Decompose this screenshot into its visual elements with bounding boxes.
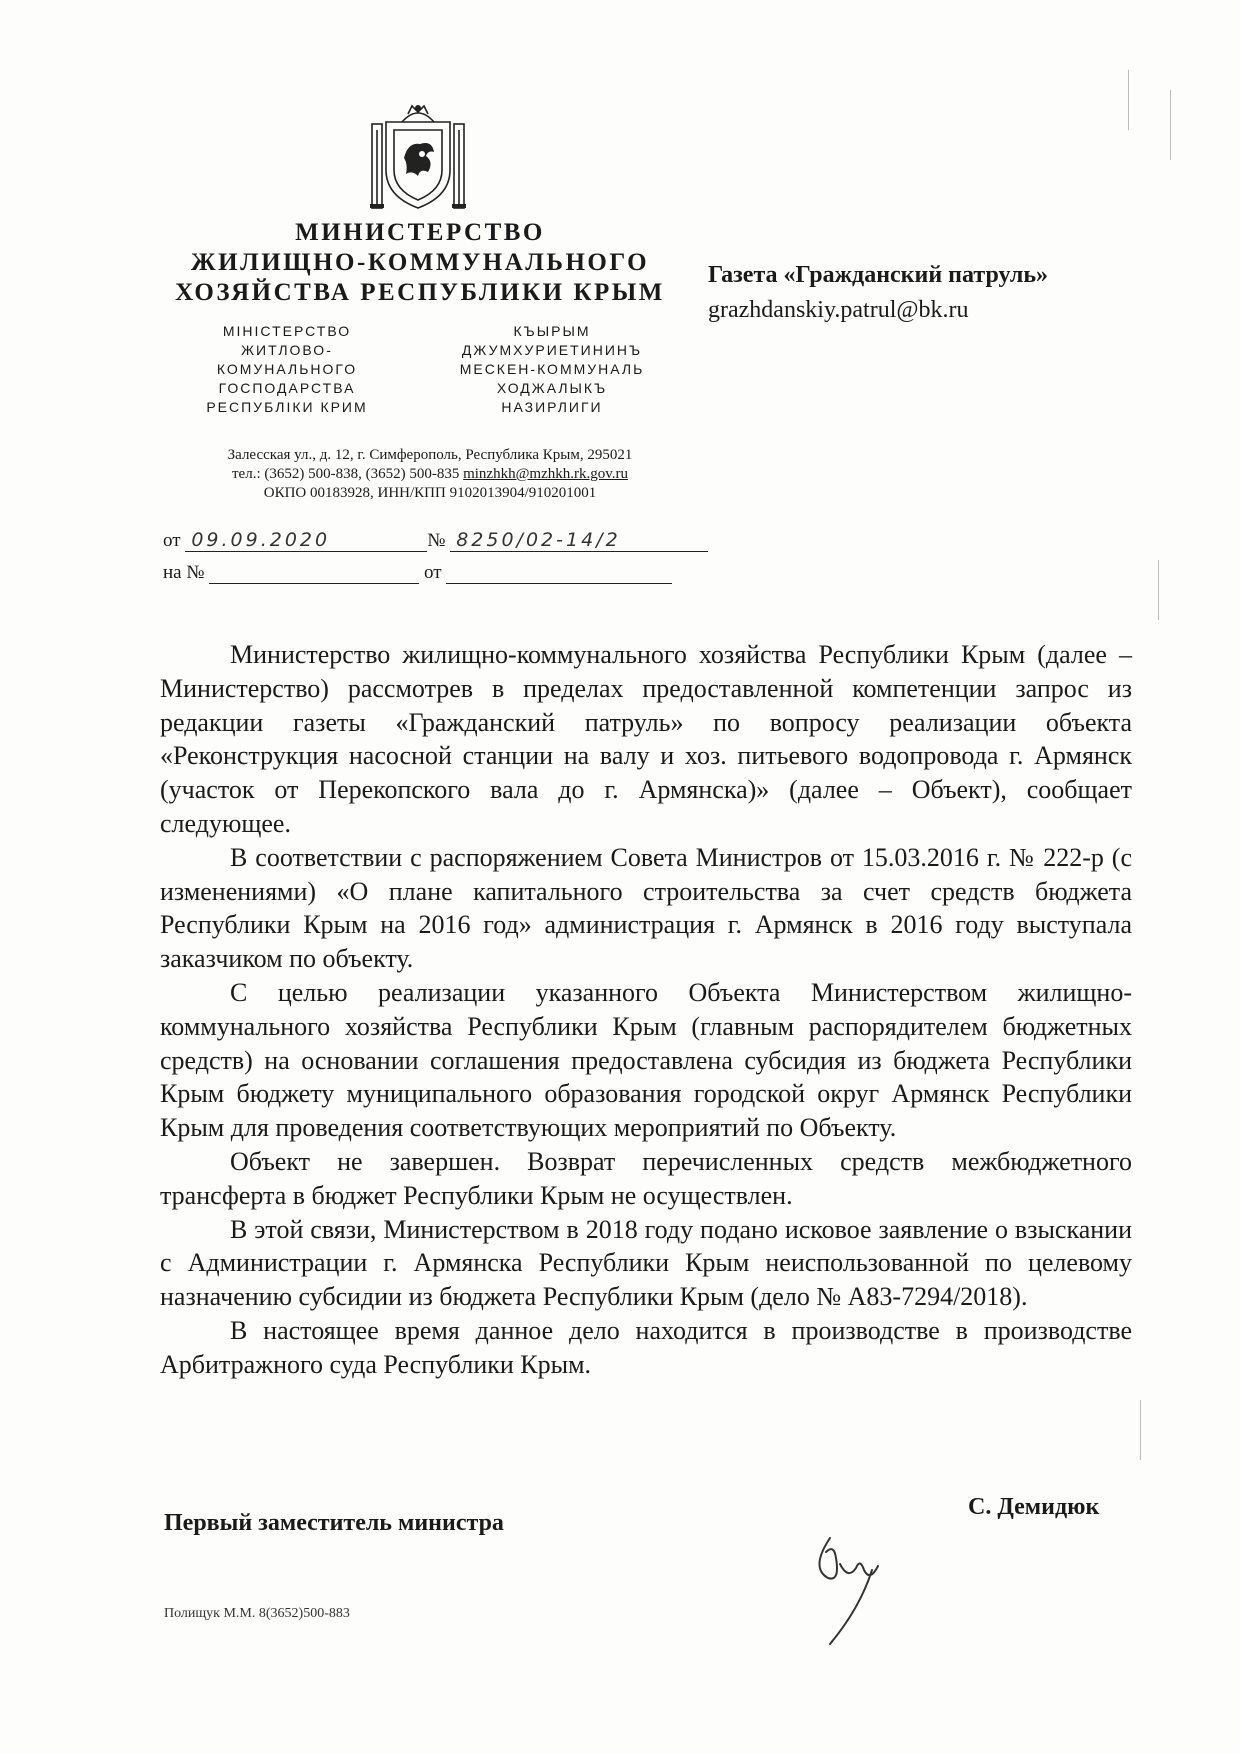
date-field [185,531,427,552]
ministry-name-russian [170,218,670,308]
addressee-email: grazhdanskiy.patrul@bk.ru [708,297,969,323]
signatory-title: Первый заместитель министра [164,1510,504,1536]
scan-artifact [1158,560,1159,620]
registration-reference [163,562,672,584]
ministry-line: ХОЗЯЙСТВА РЕСПУБЛИКИ КРЫМ [175,279,665,306]
body-paragraph: С целью реализации указанного Объекта Министерством жилищно-коммунального хозяйства Республики Крым (главным распорядителем бюджетных средств) на основании соглашения предоставлена субсидия из бюджета Республики Крым бюджету муниципального образования городской округ Армянск Республики Крым для проведения соответствующих мероприятий по Объекту. [160,977,1132,1143]
scan-artifact [1170,90,1171,160]
addressee-block [708,262,1128,324]
ministry-line: ЖИТЛОВО- [241,342,333,358]
ministry-line: ГОСПОДАРСТВА [218,380,356,396]
body-paragraph: Объект не завершен. Возврат перечисленных средств межбюджетного трансферта в бюджет Республики Крым не осуществлен. [160,1146,1132,1210]
handwritten-number: 8250/02-14/2 [456,529,621,551]
body-paragraph: В соответствии с распоряжением Совета Министров от 15.03.2016 г. № 222-р (с изменениями) «О плане капитального строительства за счет средств бюджета Республики Крым на 2016 год» администрация г. Армянск в 2016 году выступала заказчиком по объекту. [160,842,1132,974]
ministry-line: ЖИЛИЩНО-КОММУНАЛЬНОГО [190,249,650,276]
number-field [450,531,708,552]
ministry-email-link[interactable]: minzhkh@mzhkh.rk.gov.ru [463,466,628,482]
ministry-line: НАЗИРЛИГИ [501,399,603,415]
ref-number-label: на № [163,562,205,583]
executor-contact: Полищук М.М. 8(3652)500-883 [164,1606,350,1621]
ministry-line: КОМУНАЛЬНОГО [216,361,358,377]
ministry-line: РЕСПУБЛІКИ КРИМ [206,399,368,415]
signatory-name: С. Демидюк [968,1494,1100,1520]
ministry-phone: тел.: (3652) 500-838, (3652) 500-835 [232,466,460,482]
ministry-line: КЪЫРЫМ [513,323,591,339]
addressee-name: Газета «Гражданский патруль» [708,262,1049,288]
ministry-line: МИНИСТЕРСТВО [295,219,545,246]
body-paragraph: В этой связи, Министерством в 2018 году подано исковое заявление о взыскании с Администрации г. Армянска Республики Крым неиспользованной по целевому назначению субсидии из бюджета Республики Крым (дело № А83-7294/2018). [160,1214,1132,1312]
coat-of-arms-emblem [368,100,468,212]
from-label: от [163,530,181,551]
handwritten-date: 09.09.2020 [191,529,331,551]
letter-body [160,638,1132,1382]
ministry-line: МІНІСТЕРСТВО [222,323,352,339]
scan-artifact [1140,1400,1141,1460]
number-label: № [427,530,446,551]
ministry-name-ukrainian [162,322,412,417]
ministry-codes: ОКПО 00183928, ИНН/КПП 9102013904/910201001 [263,485,597,501]
ministry-phone-line [160,465,700,484]
ministry-contacts [160,446,700,503]
body-paragraph: В настоящее время данное дело находится в производстве в производстве Арбитражного суда Республики Крым. [160,1315,1132,1379]
ministry-line: ДЖУМХУРИЕТИНИНЪ [461,342,643,358]
ministry-address: Залесская ул., д. 12, г. Симферополь, Республика Крым, 295021 [227,447,633,463]
ministry-line: ХОДЖАЛЫКЪ [496,380,608,396]
ref-number-field [209,563,419,584]
body-paragraph: Министерство жилищно-коммунального хозяйства Республики Крым (далее – Министерство) рассмотрев в пределах предоставленной компетенции запрос из редакции газеты «Гражданский патруль» по вопросу реализации объекта «Реконструкция насосной станции на валу и хоз. питьевого водопровода г. Армянск (участок от Перекопского вала до г. Армянска)» (далее – Объект), сообщает следующее. [160,640,1132,838]
ref-date-field [446,563,672,584]
ministry-name-crimean-tatar [402,322,702,417]
registration-date-number [163,530,708,552]
scan-artifact [1128,70,1129,130]
ministry-line: МЕСКЕН-КОММУНАЛЬ [459,361,645,377]
handwritten-signature [800,1508,900,1648]
ref-from-label: от [423,562,442,583]
